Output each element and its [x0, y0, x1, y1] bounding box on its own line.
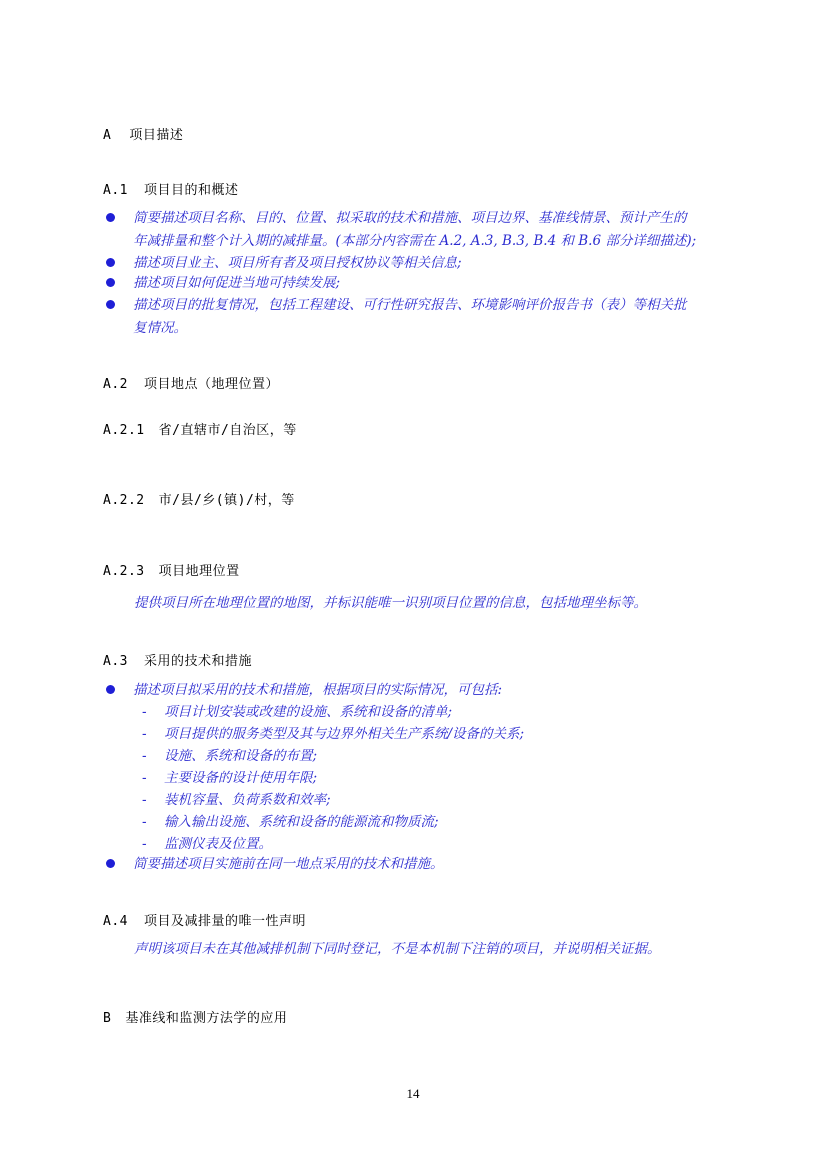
- section-heading-b: [103, 1007, 287, 1026]
- sub-list-item-text: 装机容量、负荷系数和效率;: [164, 792, 331, 808]
- sub-list-item-text: 设施、系统和设备的布置;: [164, 748, 318, 764]
- sub-list-item-text: 项目提供的服务类型及其与边界外相关生产系统/设备的关系;: [164, 726, 525, 742]
- section-heading-a2: [103, 373, 279, 392]
- section-heading-a21: [103, 419, 297, 438]
- bullet-icon: [106, 258, 115, 267]
- sub-list-item-text: 输入输出设施、系统和设备的能源流和物质流;: [164, 814, 439, 830]
- section-title: 省/直辖市/自治区，等: [158, 423, 297, 438]
- section-heading-a23: [103, 560, 240, 579]
- section-number: B: [103, 1011, 112, 1026]
- sub-list-item: [142, 789, 331, 811]
- section-number: A.2.2: [103, 493, 145, 508]
- bullet-icon: [106, 278, 115, 287]
- section-title: 市/县/乡(镇)/村，等: [158, 493, 295, 508]
- sub-list-item-text: 主要设备的设计使用年限;: [164, 770, 318, 786]
- list-item-text: 简要描述项目实施前在同一地点采用的技术和措施。: [133, 856, 444, 872]
- paragraph: 声明该项目未在其他减排机制下同时登记，不是本机制下注销的项目，并说明相关证据。: [134, 941, 661, 957]
- section-number: A.3: [103, 654, 128, 669]
- section-heading-a3: [103, 650, 252, 669]
- section-title: 采用的技术和措施: [143, 654, 252, 669]
- sub-list-item: [142, 701, 452, 723]
- dash-marker: -: [142, 792, 147, 808]
- section-heading-a22: [103, 489, 295, 508]
- section-heading-a1: [103, 179, 239, 198]
- section-number: A.1: [103, 183, 128, 198]
- bullet-icon: [106, 685, 115, 694]
- section-number: A.4: [103, 914, 128, 929]
- section-title: 项目目的和概述: [143, 183, 239, 198]
- dash-marker: -: [142, 704, 147, 720]
- sub-list-item: [142, 811, 439, 833]
- sub-list-item-text: 监测仪表及位置。: [164, 836, 272, 852]
- list-item-text: 描述项目拟采用的技术和措施，根据项目的实际情况，可包括:: [133, 682, 503, 698]
- bullet-icon: [106, 300, 115, 309]
- section-number: A.2.1: [103, 423, 145, 438]
- list-item-text: 简要描述项目名称、目的、位置、拟采取的技术和措施、项目边界、基准线情景、预计产生的 年减排量和整个计入期的减排量。(本部分内容需在 A.2, A.3, B.3, B.4 和 B.6 部分详细描述);: [133, 210, 697, 249]
- page-number: 14: [406, 1086, 420, 1101]
- bullet-icon: [106, 213, 115, 222]
- dash-marker: -: [142, 814, 147, 830]
- list-item-text: 描述项目的批复情况，包括工程建设、可行性研究报告、环境影响评价报告书（表）等相关批 复情况。: [133, 297, 687, 336]
- section-number: A.2: [103, 377, 128, 392]
- sub-list-item: [142, 767, 317, 789]
- sub-list-item: [142, 723, 524, 745]
- sub-list-item: [142, 833, 272, 855]
- sub-list-item: [142, 745, 317, 767]
- paragraph: 提供项目所在地理位置的地图，并标识能唯一识别项目位置的信息，包括地理坐标等。: [134, 595, 647, 611]
- section-number: A: [103, 128, 112, 143]
- list-item-text: 描述项目如何促进当地可持续发展;: [133, 275, 341, 291]
- list-item-text: 描述项目业主、项目所有者及项目授权协议等相关信息;: [133, 255, 462, 271]
- section-heading-a4: [103, 910, 306, 929]
- section-heading-a: [103, 124, 183, 143]
- bullet-icon: [106, 859, 115, 868]
- dash-marker: -: [142, 836, 147, 852]
- section-title: 基准线和监测方法学的应用: [125, 1011, 288, 1026]
- section-title: 项目描述: [129, 128, 184, 143]
- section-title: 项目地理位置: [158, 564, 240, 579]
- dash-marker: -: [142, 770, 147, 786]
- section-number: A.2.3: [103, 564, 145, 579]
- dash-marker: -: [142, 748, 147, 764]
- section-title: 项目地点（地理位置）: [143, 377, 279, 392]
- section-title: 项目及减排量的唯一性声明: [143, 914, 306, 929]
- dash-marker: -: [142, 726, 147, 742]
- sub-list-item-text: 项目计划安装或改建的设施、系统和设备的清单;: [164, 704, 453, 720]
